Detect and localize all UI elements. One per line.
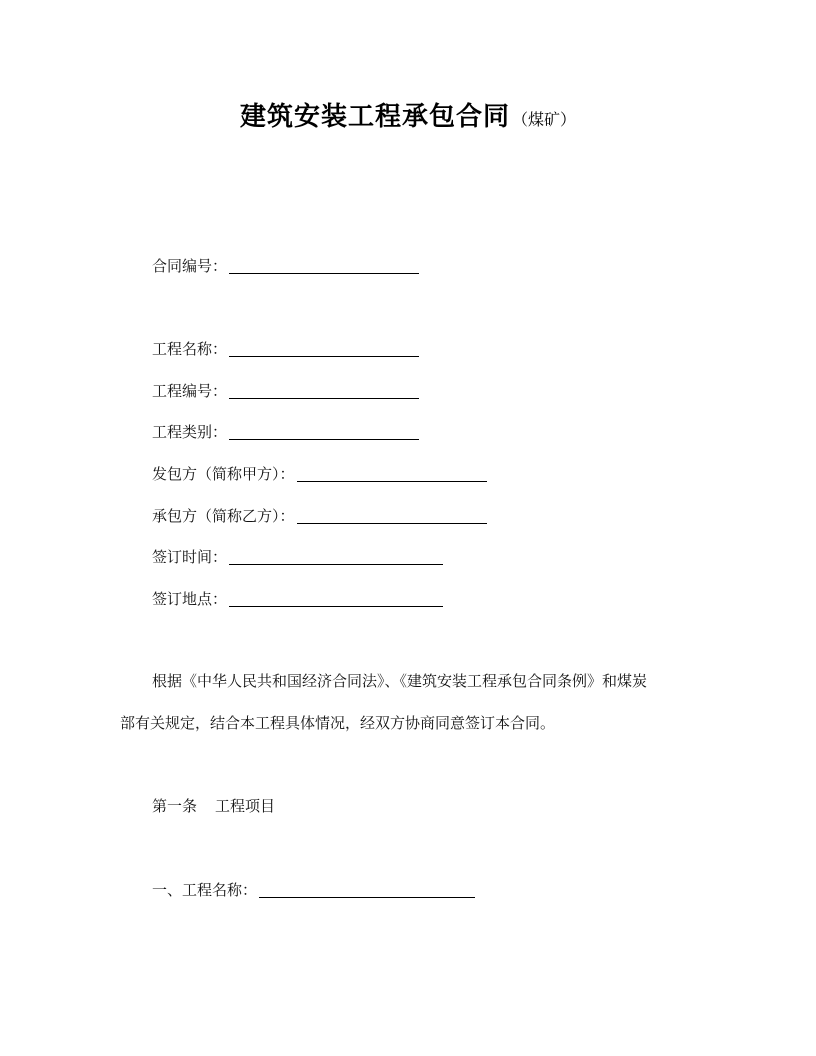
project-name-label: 工程名称： <box>152 340 228 358</box>
item-1-project-name-label: 一、工程名称： <box>152 881 258 899</box>
party-a-blank[interactable] <box>297 467 487 482</box>
intro-paragraph-line-2: 部有关规定，结合本工程具体情况，经双方协商同意签订本合同。 <box>120 714 556 732</box>
party-a-label: 发包方（简称甲方）： <box>152 465 295 483</box>
party-a-field <box>152 462 487 486</box>
project-name-blank[interactable] <box>229 342 419 357</box>
contract-number-field <box>152 254 419 278</box>
party-b-field <box>152 504 487 528</box>
intro-paragraph-line-1: 根据《中华人民共和国经济合同法》、《建筑安装工程承包合同条例》和煤炭 <box>152 672 648 690</box>
party-b-label: 承包方（简称乙方）： <box>152 507 295 525</box>
sign-time-blank[interactable] <box>229 550 443 565</box>
title-subtitle: （煤矿） <box>512 110 577 129</box>
item-1-project-name-field <box>152 878 475 902</box>
sign-place-label: 签订地点： <box>152 590 228 608</box>
sign-time-label: 签订时间： <box>152 548 228 566</box>
item-1-project-name-blank[interactable] <box>259 883 475 898</box>
document-title <box>0 96 816 133</box>
project-name-field <box>152 337 419 361</box>
project-type-blank[interactable] <box>229 425 419 440</box>
article-1-number: 第一条 <box>152 797 198 815</box>
contract-number-label: 合同编号： <box>152 257 228 275</box>
party-b-blank[interactable] <box>297 509 487 524</box>
sign-time-field <box>152 545 443 569</box>
project-number-field <box>152 379 419 403</box>
sign-place-blank[interactable] <box>229 592 443 607</box>
article-1-title: 工程项目 <box>215 797 276 815</box>
title-main: 建筑安装工程承包合同 <box>239 102 510 132</box>
project-number-blank[interactable] <box>229 384 419 399</box>
project-type-label: 工程类别： <box>152 423 228 441</box>
project-number-label: 工程编号： <box>152 382 228 400</box>
sign-place-field <box>152 587 443 611</box>
contract-number-blank[interactable] <box>229 259 419 274</box>
project-type-field <box>152 420 419 444</box>
article-1-heading <box>152 796 275 816</box>
